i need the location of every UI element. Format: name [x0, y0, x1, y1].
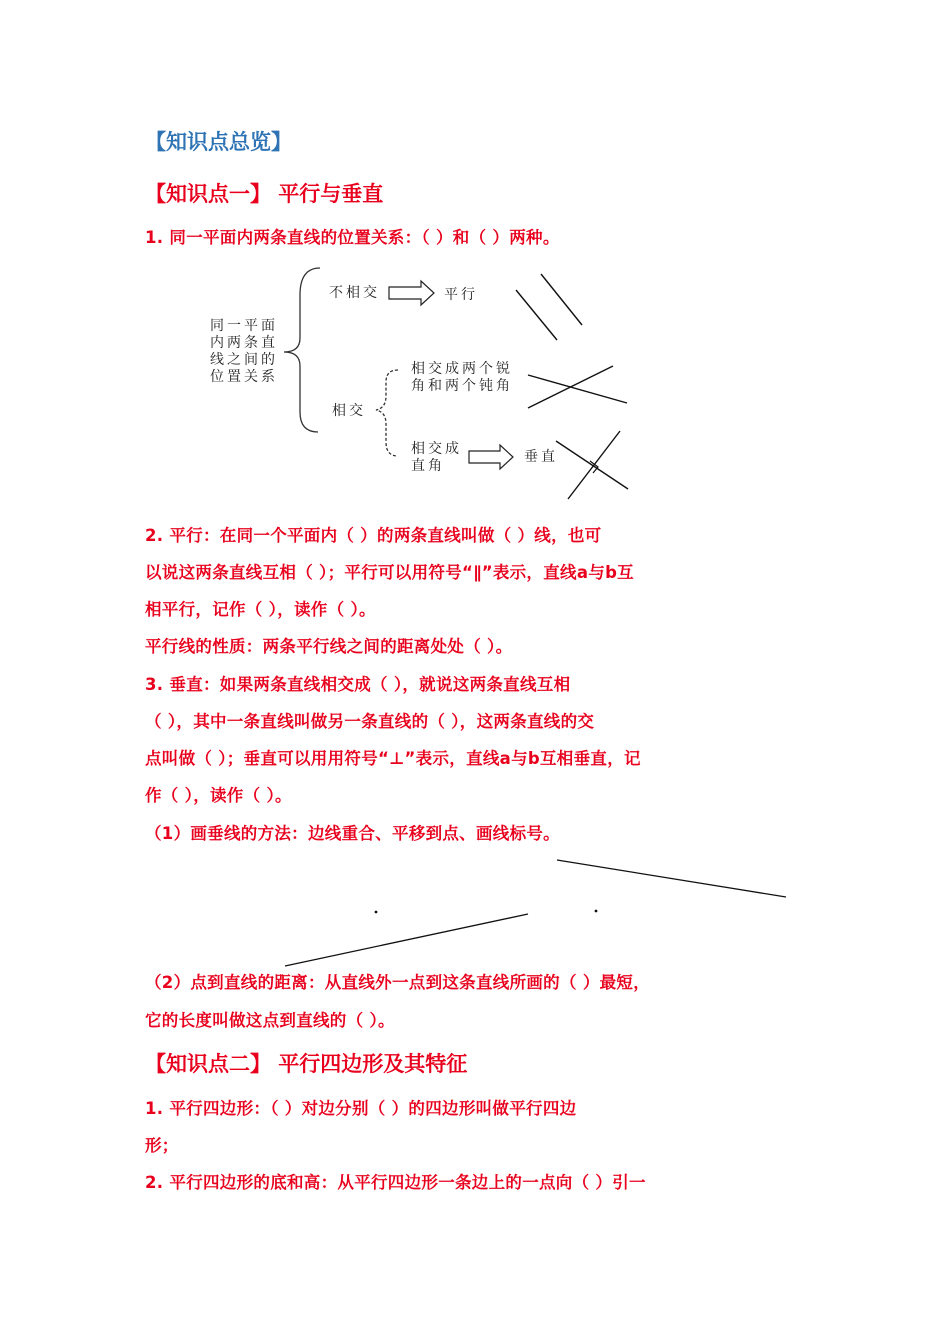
arrow-parallel-icon — [389, 281, 434, 305]
exercise-line-a — [557, 860, 786, 897]
exercise-point-2 — [595, 910, 598, 913]
overview-title: 【知识点总览】 — [145, 130, 292, 154]
s1-line-5: 平行线的性质：两条平行线之间的距离处处（ ）。 — [145, 637, 513, 656]
s2-line-3: 2. 平行四边形的底和高：从平行四边形一条边上的一点向（ ）引一 — [145, 1173, 646, 1192]
s1-line-11: （2）点到直线的距离：从直线外一点到这条直线所画的（ ）最短， — [145, 973, 651, 992]
intersect-line-1 — [528, 375, 627, 403]
parallel-line-2 — [516, 290, 557, 340]
s1-line-1: 1. 同一平面内两条直线的位置关系：（ ）和（ ）两种。 — [145, 228, 560, 247]
intersect-line-2 — [528, 366, 613, 408]
s1-line-4: 相平行，记作（ ），读作（ ）。 — [145, 600, 376, 619]
label-not-intersect: 不相交 — [329, 285, 380, 301]
s1-line-3: 以说这两条直线互相（ ）；平行可以用符号“∥”表示，直线a与b互 — [145, 563, 634, 582]
section-2-title: 【知识点二】 平行四边形及其特征 — [145, 1052, 468, 1076]
perp-line-2 — [568, 431, 620, 499]
main-brace — [284, 268, 320, 432]
section-1-title: 【知识点一】 平行与垂直 — [145, 182, 384, 206]
label-right-angle: 相交成 直角 — [411, 441, 462, 474]
label-parallel: 平行 — [444, 287, 478, 303]
parallel-line-1 — [541, 274, 582, 325]
perp-line-1 — [556, 441, 628, 489]
label-intersect: 相交 — [332, 403, 366, 419]
s2-line-2: 形； — [145, 1136, 179, 1155]
diagram-root-label: 同一平面 内两条直 线之间的 位置关系 — [210, 318, 278, 385]
s2-line-1: 1. 平行四边形：（ ）对边分别（ ）的四边形叫做平行四边 — [145, 1099, 577, 1118]
exercise-point-1 — [375, 911, 378, 914]
arrow-perpendicular-icon — [469, 445, 513, 469]
s1-line-2: 2. 平行：在同一个平面内（ ）的两条直线叫做（ ）线，也可 — [145, 526, 602, 545]
label-acute-obtuse: 相交成两个锐 角和两个钝角 — [411, 361, 513, 394]
s1-line-6: 3. 垂直：如果两条直线相交成（ ），就说这两条直线互相 — [145, 675, 571, 694]
exercise-line-b — [285, 914, 528, 966]
s1-line-12: 它的长度叫做这点到直线的（ ）。 — [145, 1011, 395, 1030]
s1-line-7: （ ），其中一条直线叫做另一条直线的（ ），这两条直线的交 — [145, 712, 595, 731]
s1-line-9: 作（ ），读作（ ）。 — [145, 786, 292, 805]
s1-line-8: 点叫做（ ）；垂直可以用用符号“⊥”表示，直线a与b互相垂直，记 — [145, 749, 641, 768]
sub-brace — [376, 370, 398, 456]
label-perpendicular: 垂直 — [524, 449, 558, 465]
s1-line-10: （1）画垂线的方法：边线重合、平移到点、画线标号。 — [145, 824, 560, 843]
